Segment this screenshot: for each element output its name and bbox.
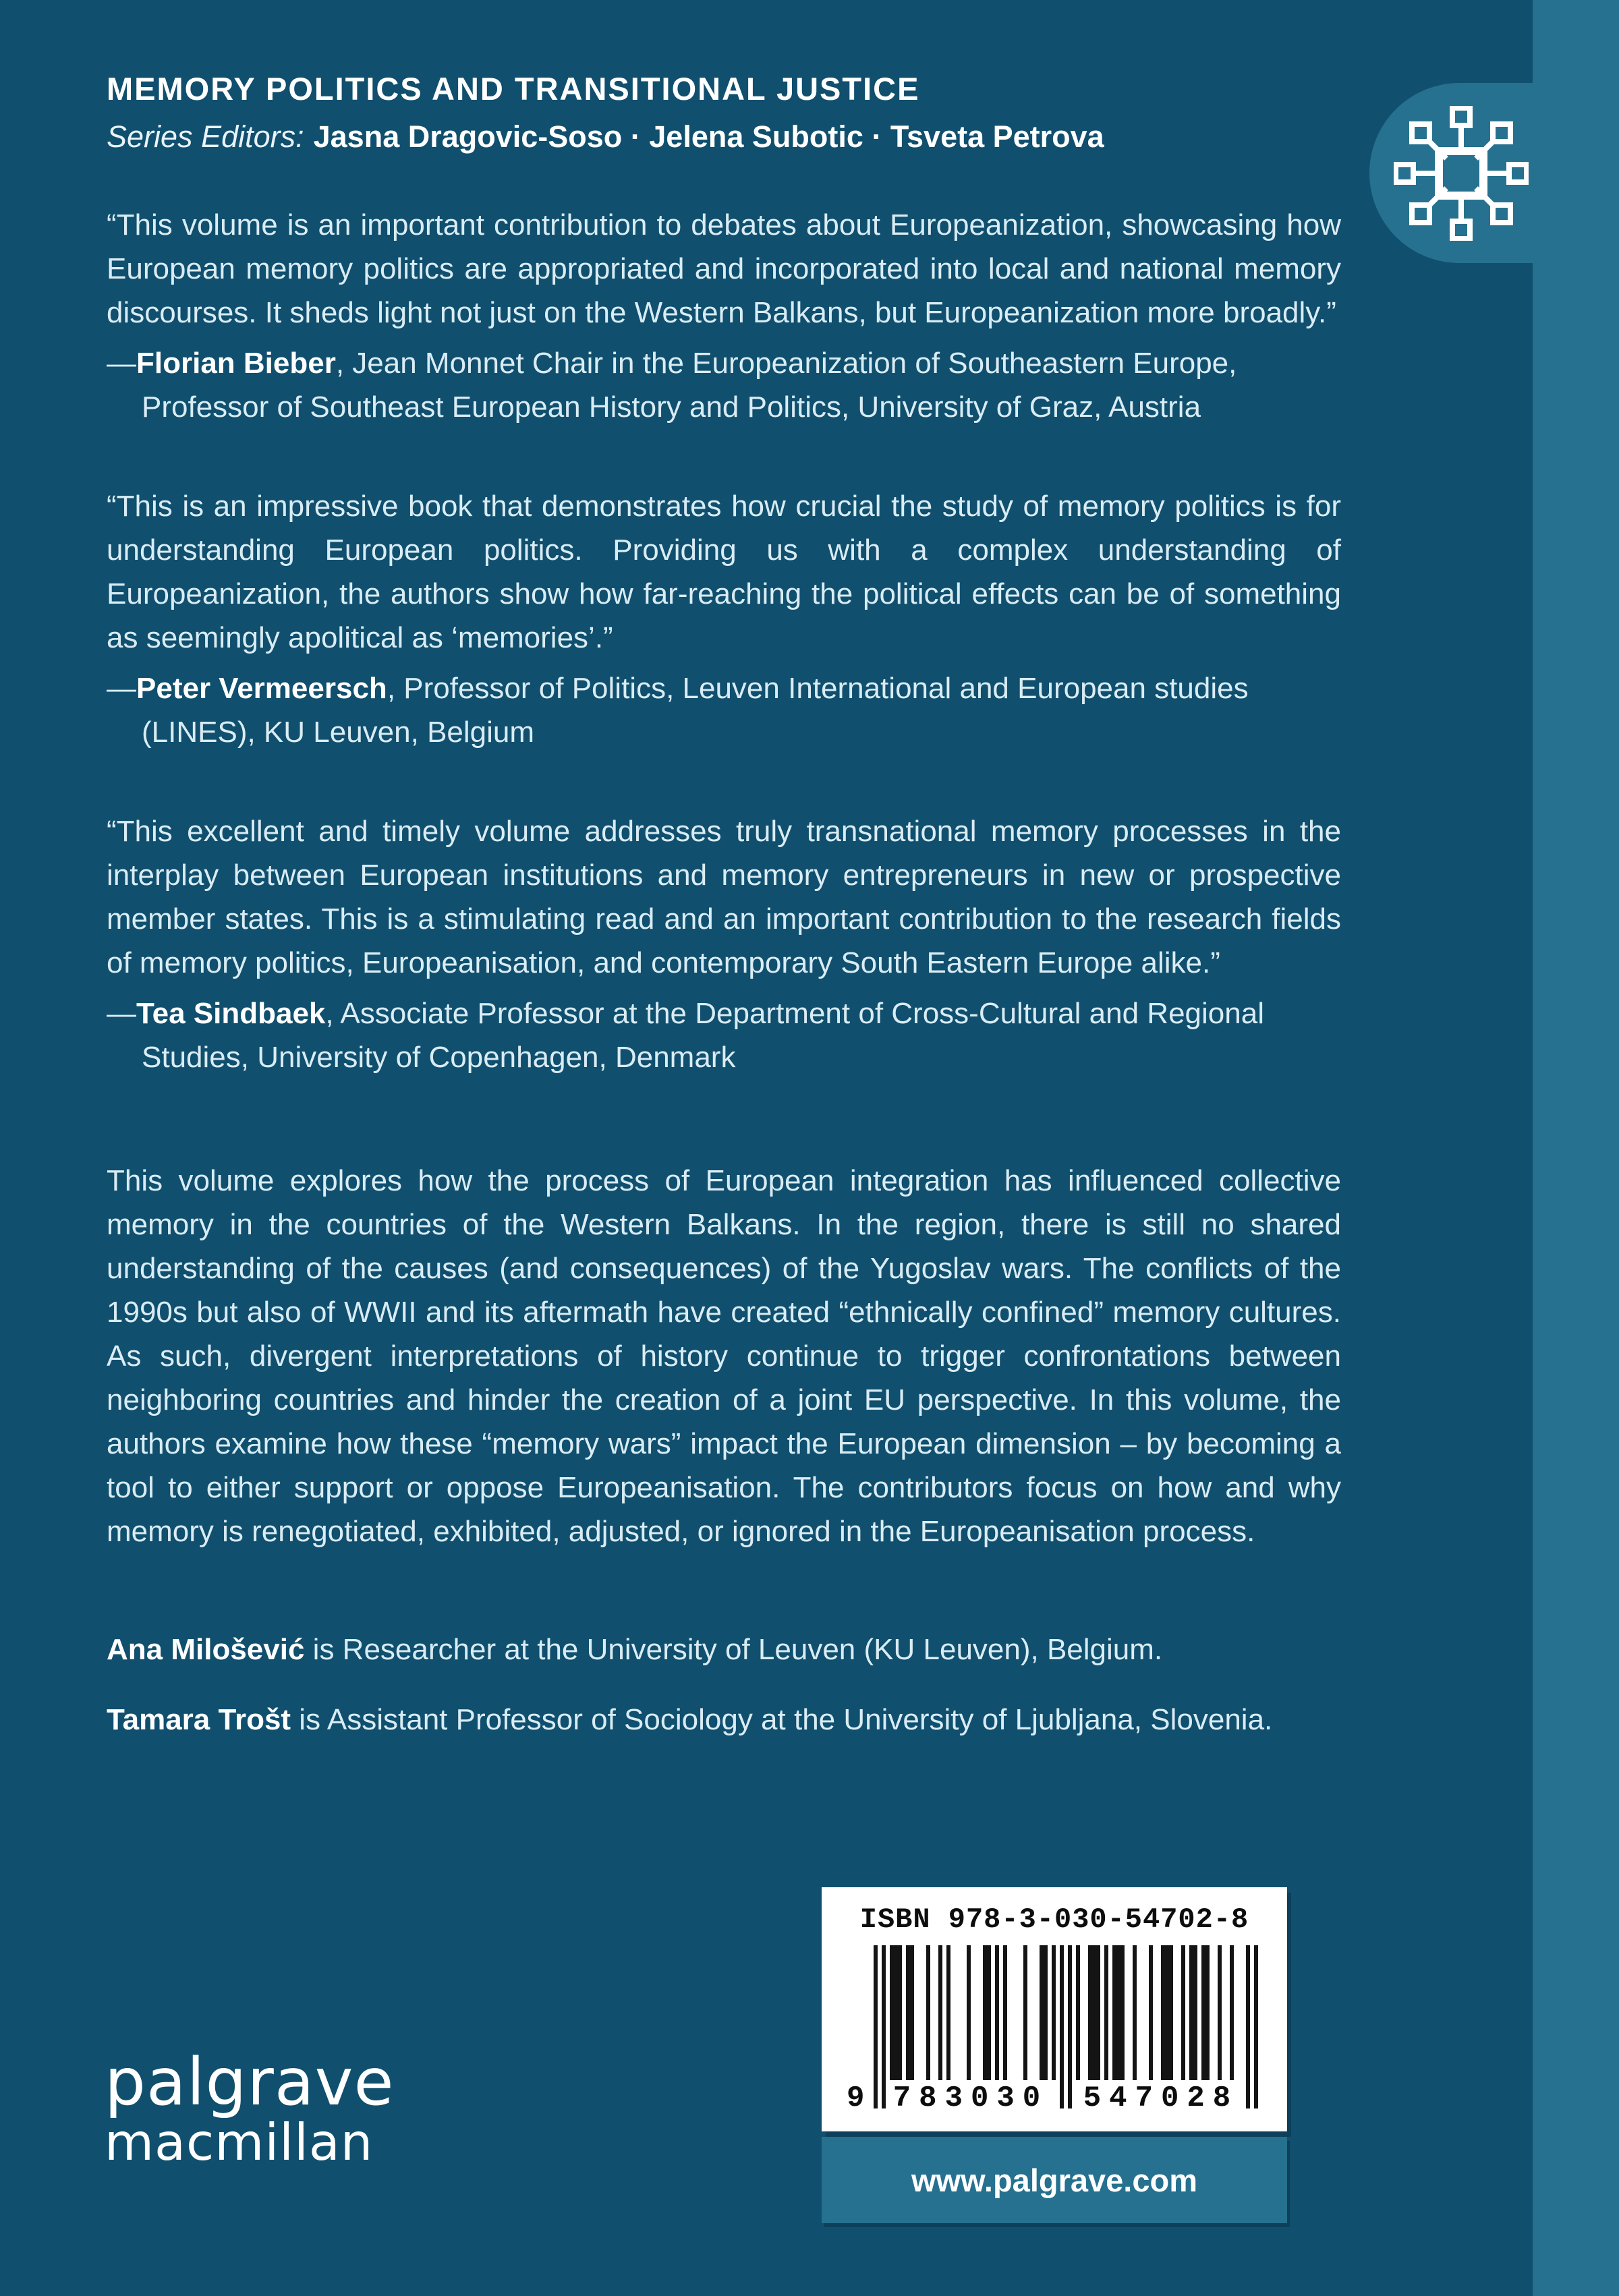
isbn-label: ISBN 978-3-030-54702-8 <box>859 1903 1249 1936</box>
barcode-bar <box>1023 1945 1027 2080</box>
barcode-bar <box>1044 1945 1048 2080</box>
endorser-affiliation: , Jean Monnet Chair in the Europeanization of Southeastern Europe, Professor of Southeast European History and Politics, University of Graz, Austria <box>142 347 1237 424</box>
author-bio-1 <box>107 1629 1341 1671</box>
barcode-bar <box>1218 1945 1222 2080</box>
barcode-bar <box>1149 1945 1153 2080</box>
barcode-bar <box>1254 1945 1258 2108</box>
series-badge <box>1369 83 1619 263</box>
barcode-digit-group-2: 547028 <box>1076 2082 1246 2115</box>
endorser-name: Florian Bieber <box>136 347 336 380</box>
barcode-bar <box>1120 1945 1125 2080</box>
series-editors-names: Jasna Dragovic-Soso · Jelena Subotic · Tsveta Petrova <box>313 119 1104 154</box>
endorsement-quote-2: “This is an impressive book that demonstrates how crucial the study of memory politics is for understanding European politics. Providing us with a complex understanding of Europeanization, the authors show how far-reaching the political effects can be of something as seemingly apolitical as ‘memories’.” <box>107 490 1341 654</box>
em-dash: — <box>107 347 136 380</box>
barcode-bar <box>1003 1945 1007 2080</box>
barcode-bar <box>1133 1945 1137 2080</box>
series-title: MEMORY POLITICS AND TRANSITIONAL JUSTICE <box>107 71 920 107</box>
author-bio-text: is Assistant Professor of Sociology at the University of Ljubljana, Slovenia. <box>291 1703 1273 1736</box>
barcode-bar <box>882 1945 886 2108</box>
em-dash: — <box>107 672 136 705</box>
barcode-digit-group-1: 783030 <box>886 2082 1056 2115</box>
barcode-bar <box>874 1945 878 2108</box>
barcode-bar <box>898 1945 902 2080</box>
endorser-name: Peter Vermeersch <box>136 672 387 705</box>
endorsement-attribution-3 <box>107 992 1341 1079</box>
endorsement-attribution-2 <box>107 666 1341 754</box>
endorsement-quote-3: “This excellent and timely volume addresses truly transnational memory processes in the interplay between European institutions and memory entrepreneurs in new or prospective member states. This is a stimulating read and an important contribution to the research fields of memory politics, Europeanisation, and contemporary South Eastern Europe alike.” <box>107 815 1341 979</box>
isbn-barcode-box <box>822 1887 1287 2131</box>
publisher-website-strip <box>822 2137 1287 2223</box>
barcode-bar <box>926 1945 930 2080</box>
author-bio-2 <box>107 1699 1341 1741</box>
barcode-bar <box>1205 1945 1210 2080</box>
barcode-bar <box>995 1945 999 2080</box>
endorser-affiliation: , Professor of Politics, Leuven International and European studies (LINES), KU Leuven, Belgium <box>142 672 1249 749</box>
barcode-bar <box>1181 1945 1185 2080</box>
barcode-bar <box>938 1945 942 2080</box>
endorsement-attribution-1 <box>107 341 1341 429</box>
barcode-bar <box>1104 1945 1108 2080</box>
barcode-digit-lead: 9 <box>847 2082 871 2115</box>
publisher-website: www.palgrave.com <box>911 2162 1197 2198</box>
series-editors-label: Series Editors: <box>107 119 304 154</box>
barcode-bar <box>1246 1945 1250 2108</box>
author-bio-text: is Researcher at the University of Leuven (KU Leuven), Belgium. <box>304 1633 1163 1666</box>
barcode-bar <box>946 1945 950 2080</box>
barcode-bars <box>847 1945 1262 2131</box>
barcode-bar <box>1169 1945 1173 2080</box>
logo-macmillan: macmillan <box>105 2113 374 2172</box>
barcode-bar <box>1052 1945 1056 2080</box>
author-name: Tamara Trošt <box>107 1703 291 1736</box>
endorsement-quote-1: “This volume is an important contribution to debates about Europeanization, showcasing how European memory politics are appropriated and incorporated into local and national memory discourses. It sheds light not just on the Western Balkans, but Europeanization more broadly.” <box>107 208 1341 329</box>
em-dash: — <box>107 997 136 1030</box>
book-description: This volume explores how the process of European integration has influenced collective memory in the countries of the Western Balkans. In the region, there is still no shared understanding of the causes (and consequences) of the Yugoslav wars. The conflicts of the 1990s but also of WWII and its aftermath have created “ethnically confined” memory cultures. As such, divergent interpretations of history continue to trigger confrontations between neighboring countries and hinder the creation of a joint EU perspective. In this volume, the authors examine how these “memory wars” impact the European dimension – by becoming a tool to either support or oppose Europeanisation. The contributors focus on how and why memory is renegotiated, exhibited, adjusted, or ignored in the Europeanisation process. <box>107 1164 1341 1548</box>
barcode-bar <box>1096 1945 1100 2080</box>
barcode-bar <box>1193 1945 1197 2080</box>
barcode-bar <box>1068 1945 1072 2108</box>
network-node-icon <box>1394 106 1529 241</box>
barcode-bar <box>1230 1945 1234 2080</box>
barcode-bar <box>967 1945 971 2080</box>
palgrave-macmillan-logo <box>105 2044 395 2172</box>
endorser-affiliation: , Associate Professor at the Department of Cross-Cultural and Regional Studies, University of Copenhagen, Denmark <box>142 997 1264 1074</box>
logo-palgrave: palgrave <box>105 2044 395 2120</box>
barcode-bar <box>910 1945 914 2080</box>
right-edge-band <box>1533 0 1619 2296</box>
endorser-name: Tea Sindbaek <box>136 997 326 1030</box>
author-name: Ana Milošević <box>107 1633 305 1666</box>
barcode-bar <box>1076 1945 1080 2080</box>
cover-text-column <box>107 0 1341 1741</box>
series-editors-line <box>107 119 1341 154</box>
barcode-bar <box>1060 1945 1064 2108</box>
barcode-bar <box>987 1945 991 2080</box>
